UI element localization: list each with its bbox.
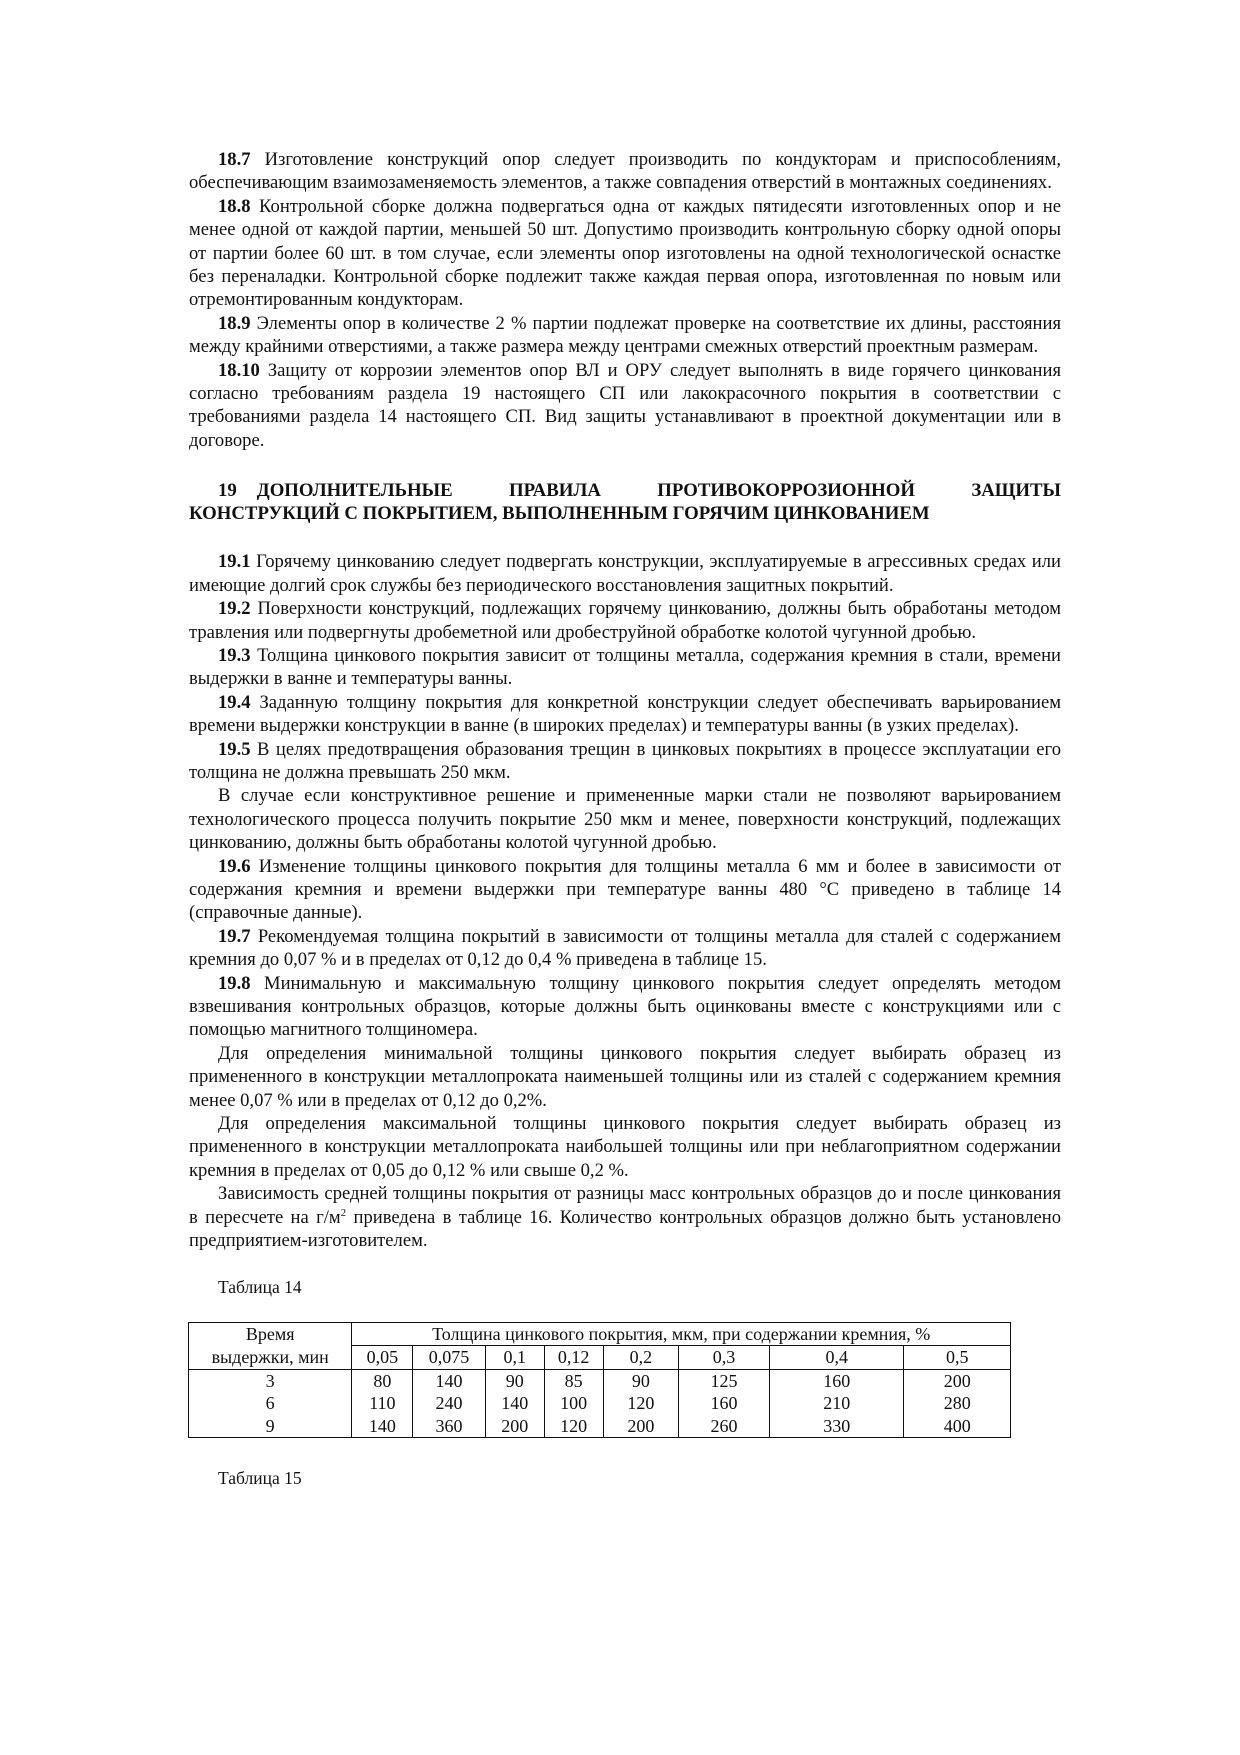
cell-time: 3	[189, 1369, 352, 1392]
cell-value: 90	[485, 1369, 544, 1392]
section-title: ДОПОЛНИТЕЛЬНЫЕ ПРАВИЛА ПРОТИВОКОРРОЗИОННОЙ ЗАЩИТЫ КОНСТРУКЦИЙ С ПОКРЫТИЕМ, ВЫПОЛНЕННЫМ ГОРЯЧИМ ЦИНКОВАНИЕМ	[189, 480, 1061, 525]
table-row	[189, 1392, 1011, 1415]
header-silicon-5: 0,3	[679, 1346, 770, 1370]
cell-value: 90	[603, 1369, 678, 1392]
section-19-heading	[189, 479, 1061, 525]
header-time-line2: выдержки, мин	[189, 1346, 352, 1370]
clause-number: 18.10	[218, 359, 260, 381]
cell-value: 110	[352, 1392, 413, 1415]
cell-value: 210	[770, 1392, 904, 1415]
clause-number: 19.4	[218, 691, 251, 713]
paragraph-table16-reference	[189, 1182, 1061, 1252]
header-silicon-2: 0,1	[485, 1346, 544, 1370]
paragraph-text: Для определения минимальной толщины цинкового покрытия следует выбирать образец из примененного в конструкции металлопроката наименьшей толщины или из сталей с содержанием кремния менее 0,07 % или в пределах от 0,12 до 0,2%.	[189, 1042, 1061, 1111]
cell-value: 280	[904, 1392, 1011, 1415]
cell-value: 160	[770, 1369, 904, 1392]
paragraph-text: Поверхности конструкций, подлежащих горячему цинкованию, должны быть обработаны методом травления или подвергнуты дробеметной или дробеструйной обработке колотой чугунной дробью.	[189, 598, 1061, 643]
table-row	[189, 1415, 1011, 1438]
table-row	[189, 1369, 1011, 1392]
paragraph-text: Минимальную и максимальную толщину цинкового покрытия следует определять методом взвешивания контрольных образцов, которые должны быть оцинкованы вместе с конструкциями или с помощью магнитного толщиномера.	[189, 972, 1061, 1041]
paragraph-text: Заданную толщину покрытия для конкретной конструкции следует обеспечивать варьированием времени выдержки конструкции в ванне (в широких пределах) и температуры ванны (в узких пределах).	[189, 691, 1061, 737]
cell-value: 330	[770, 1415, 904, 1438]
header-silicon-4: 0,2	[603, 1346, 678, 1370]
section-number: 19	[218, 480, 237, 502]
clause-number: 19.7	[218, 925, 251, 947]
paragraph-text: Толщина цинкового покрытия зависит от толщины металла, содержания кремния в стали, времени выдержки в ванне и температуры ванны.	[189, 644, 1061, 690]
paragraph-19.5	[189, 738, 1061, 785]
cell-value: 80	[352, 1369, 413, 1392]
cell-value: 360	[413, 1415, 485, 1438]
paragraph-text: Элементы опор в количестве 2 % партии подлежат проверке на соответствие их длины, расстояния между крайними отверстиями, а также размера между центрами смежных отверстий проектным размерам.	[189, 312, 1061, 358]
cell-value: 160	[679, 1392, 770, 1415]
paragraph-18.10	[189, 359, 1061, 453]
clause-number: 19.8	[218, 972, 251, 994]
table-14	[188, 1322, 1011, 1439]
cell-time: 9	[189, 1415, 352, 1438]
table-15-caption: Таблица 15	[218, 1468, 302, 1489]
cell-value: 85	[544, 1369, 603, 1392]
cell-value: 200	[904, 1369, 1011, 1392]
paragraph-19.2	[189, 597, 1061, 644]
superscript: 2	[340, 1206, 347, 1219]
paragraph-19.8	[189, 972, 1061, 1042]
paragraph-19.4	[189, 691, 1061, 738]
clause-number: 18.7	[218, 149, 251, 170]
paragraph-text: В случае если конструктивное решение и примененные марки стали не позволяют варьированием технологического процесса получить покрытие 250 мкм и менее, поверхности конструкций, подлежащих цинкованию, должны быть обработаны колотой чугунной дробью.	[189, 785, 1061, 854]
paragraph-text: Изменение толщины цинкового покрытия для толщины металла 6 мм и более в зависимости от содержания кремния и времени выдержки при температуре ванны 480 °С приведено в таблице 14 (справочные данные).	[189, 855, 1061, 924]
cell-value: 260	[679, 1415, 770, 1438]
paragraph-cont	[189, 1112, 1061, 1182]
cell-value: 200	[485, 1415, 544, 1438]
paragraph-cont	[189, 1042, 1061, 1112]
paragraph-19.7	[189, 925, 1061, 972]
cell-value: 140	[352, 1415, 413, 1438]
paragraph-18.7	[189, 148, 1061, 195]
paragraph-text: Для определения максимальной толщины цинкового покрытия следует выбирать образец из примененного в конструкции металлопроката наибольшей толщины или при неблагоприятном содержании кремния в пределах от 0,05 до 0,12 % или свыше 0,2 %.	[189, 1113, 1061, 1181]
cell-value: 200	[603, 1415, 678, 1438]
cell-value: 125	[679, 1369, 770, 1392]
paragraph-text: Защиту от коррозии элементов опор ВЛ и ОРУ следует выполнять в виде горячего цинкования согласно требованиям раздела 19 настоящего СП или лакокрасочного покрытия в соответствии с требованиями раздела 14 настоящего СП. Вид защиты устанавливают в проектной документации или в договоре.	[189, 359, 1061, 451]
clause-number: 19.6	[218, 855, 251, 877]
paragraph-text: Горячему цинкованию следует подвергать конструкции, эксплуатируемые в агрессивных средах или имеющие долгий срок службы без периодического восстановления защитных покрытий.	[189, 551, 1061, 596]
paragraph-text: Изготовление конструкций опор следует производить по кондукторам и приспособлениям, обеспечивающим взаимозаменяемость элементов, а также совпадения отверстий в монтажных соединениях.	[189, 149, 1061, 194]
paragraph-18.9	[189, 312, 1061, 359]
cell-value: 240	[413, 1392, 485, 1415]
paragraph-19.6	[189, 855, 1061, 925]
header-time-line1: Время	[189, 1322, 352, 1346]
cell-value: 120	[544, 1415, 603, 1438]
paragraph-text: Рекомендуемая толщина покрытий в зависимости от толщины металла для сталей с содержанием кремния до 0,07 % и в пределах от 0,12 до 0,4 % приведена в таблице 15.	[189, 925, 1061, 971]
clause-number: 19.2	[218, 598, 251, 620]
header-silicon-1: 0,075	[413, 1346, 485, 1370]
header-silicon-0: 0,05	[352, 1346, 413, 1370]
clause-number: 19.3	[218, 644, 251, 666]
header-silicon-6: 0,4	[770, 1346, 904, 1370]
header-silicon-3: 0,12	[544, 1346, 603, 1370]
header-coating-thickness: Толщина цинкового покрытия, мкм, при содержании кремния, %	[352, 1322, 1011, 1346]
cell-value: 120	[603, 1392, 678, 1415]
cell-value: 140	[413, 1369, 485, 1392]
section-19-paragraphs	[189, 550, 1061, 1182]
header-silicon-7: 0,5	[904, 1346, 1011, 1370]
paragraph-text: Зависимость средней толщины покрытия от разницы масс контрольных образцов до и после цинкования в пересчете на г/м	[189, 1183, 1061, 1228]
paragraph-cont	[189, 784, 1061, 854]
paragraph-text: Контрольной сборке должна подвергаться одна от каждых пятидесяти изготовленных опор и не менее одной от каждой партии, меньшей 50 шт. Допустимо производить контрольную сборку одной опоры от партии более 60 шт. в том случае, если элементы опор изготовлены на одной технологической оснастке без переналадки. Контрольной сборке подлежит также каждая первая опора, изготовленная по новым или отремонтированным кондукторам.	[189, 195, 1061, 311]
document-page	[189, 148, 1061, 1513]
cell-value: 100	[544, 1392, 603, 1415]
paragraph-19.3	[189, 644, 1061, 691]
table-14-caption: Таблица 14	[218, 1277, 302, 1298]
paragraph-19.1	[189, 550, 1061, 597]
paragraph-text: В целях предотвращения образования трещин в цинковых покрытиях в процессе эксплуатации его толщина не должна превышать 250 мкм.	[189, 738, 1061, 783]
section-18-paragraphs	[189, 148, 1061, 452]
clause-number: 19.1	[218, 551, 251, 573]
clause-number: 19.5	[218, 738, 251, 760]
cell-time: 6	[189, 1392, 352, 1415]
paragraph-text: приведена в таблице 16. Количество контрольных образцов должно быть установлено предприятием-изготовителем.	[189, 1206, 1062, 1252]
cell-value: 140	[485, 1392, 544, 1415]
cell-value: 400	[904, 1415, 1011, 1438]
clause-number: 18.9	[218, 312, 251, 334]
paragraph-18.8	[189, 195, 1061, 312]
clause-number: 18.8	[218, 195, 251, 217]
